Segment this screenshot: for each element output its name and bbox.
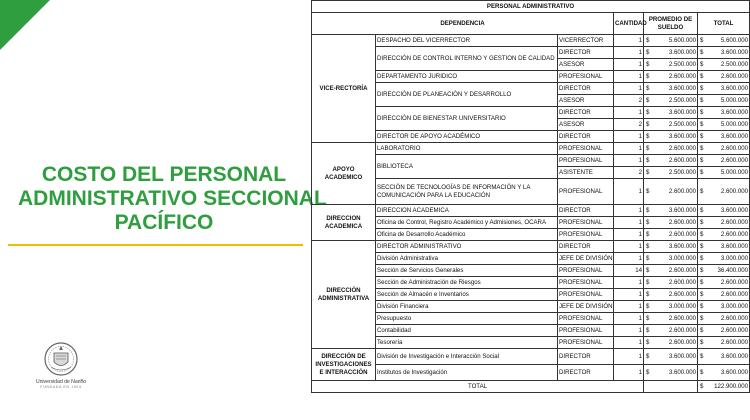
total-cell-value: 5.000.000 (720, 168, 749, 176)
currency-symbol: $ (646, 242, 650, 250)
currency-symbol: $ (700, 290, 704, 298)
cantidad-cell: 2 (614, 119, 644, 131)
promedio-cell (644, 241, 698, 253)
promedio-cell-value: 3.600.000 (668, 242, 696, 250)
cargo-cell: PROFESIONAL (558, 229, 614, 241)
currency-symbol: $ (646, 60, 650, 68)
dependencia-cell: Contabilidad (376, 325, 558, 337)
cargo-cell: ASESOR (558, 95, 614, 107)
cargo-cell: DIRECTOR (558, 107, 614, 119)
currency-symbol: $ (646, 314, 650, 322)
promedio-cell (644, 59, 698, 71)
cargo-cell: DIRECTOR (558, 205, 614, 217)
cantidad-cell: 1 (614, 337, 644, 349)
total-cell (698, 95, 750, 107)
dependencia-cell: DESPACHO DEL VICERRECTOR (376, 35, 558, 47)
promedio-cell (644, 71, 698, 83)
currency-symbol: $ (646, 120, 650, 128)
cargo-cell: DIRECTOR (558, 131, 614, 143)
promedio-cell-value: 3.600.000 (668, 206, 696, 214)
table-row (312, 253, 750, 265)
total-cell-value: 3.600.000 (720, 368, 749, 376)
cantidad-cell: 1 (614, 325, 644, 337)
currency-symbol: $ (700, 84, 704, 92)
promedio-cell (644, 217, 698, 229)
total-cell (698, 289, 750, 301)
currency-symbol: $ (700, 108, 704, 116)
table-row (312, 35, 750, 47)
promedio-cell (644, 265, 698, 277)
promedio-cell-value: 3.600.000 (668, 84, 696, 92)
currency-symbol: $ (700, 48, 704, 56)
cantidad-cell: 1 (614, 47, 644, 59)
cargo-cell: ASESOR (558, 119, 614, 131)
currency-symbol: $ (700, 230, 704, 238)
cantidad-cell: 1 (614, 289, 644, 301)
total-cell-value: 2.600.000 (720, 72, 749, 80)
promedio-cell-value: 3.600.000 (668, 48, 696, 56)
logo-name: Universidad de Nariño (35, 379, 87, 385)
cargo-cell: PROFESIONAL (558, 325, 614, 337)
total-cell (698, 241, 750, 253)
cantidad-cell: 1 (614, 277, 644, 289)
grand-total-value: 122.900.000 (714, 382, 749, 390)
promedio-cell (644, 365, 698, 381)
dependencia-cell: DIRECCIÓN DE CONTROL INTERNO Y GESTION DE CALIDAD (376, 47, 558, 71)
total-cell-value: 3.600.000 (720, 132, 749, 140)
dependencia-cell: LABORATORIO (376, 143, 558, 155)
total-cell-value: 3.000.000 (720, 254, 749, 262)
promedio-cell-value: 2.600.000 (668, 278, 696, 286)
grand-total-label: TOTAL (312, 381, 644, 393)
table-row (312, 337, 750, 349)
university-seal-icon (43, 340, 79, 378)
currency-symbol: $ (646, 338, 650, 346)
cargo-cell: ASISTENTE (558, 167, 614, 179)
promedio-cell (644, 83, 698, 95)
table-row (312, 265, 750, 277)
total-cell-value: 5.000.000 (720, 96, 749, 104)
cantidad-cell: 1 (614, 179, 644, 205)
currency-symbol: $ (646, 206, 650, 214)
promedio-cell (644, 119, 698, 131)
title-line-1: COSTO DEL PERSONAL (41, 163, 287, 186)
promedio-cell (644, 143, 698, 155)
total-cell (698, 205, 750, 217)
promedio-cell (644, 277, 698, 289)
total-cell (698, 155, 750, 167)
section-name: DIRECCIÓN ADMINISTRATIVA (312, 241, 376, 349)
total-cell (698, 179, 750, 205)
table-title: PERSONAL ADMINISTRATIVO (312, 1, 750, 13)
table-body (312, 35, 750, 393)
promedio-cell (644, 253, 698, 265)
cantidad-cell: 1 (614, 71, 644, 83)
table-row (312, 229, 750, 241)
table-row (312, 301, 750, 313)
currency-symbol: $ (646, 84, 650, 92)
total-cell-value: 2.600.000 (720, 156, 749, 164)
total-cell (698, 365, 750, 381)
currency-symbol: $ (700, 72, 704, 80)
logo-tagline: FUNDADA EN 1904 (40, 385, 82, 389)
personnel-table-container (311, 0, 747, 420)
total-cell (698, 35, 750, 47)
currency-symbol: $ (700, 187, 704, 195)
cantidad-cell: 1 (614, 301, 644, 313)
total-cell (698, 265, 750, 277)
total-cell-value: 3.600.000 (720, 48, 749, 56)
table-row (312, 155, 750, 167)
currency-symbol: $ (700, 314, 704, 322)
promedio-cell (644, 47, 698, 59)
total-cell (698, 71, 750, 83)
currency-symbol: $ (646, 156, 650, 164)
grand-total (698, 381, 750, 393)
header-total: TOTAL (698, 13, 750, 35)
currency-symbol: $ (700, 242, 704, 250)
promedio-cell-value: 2.500.000 (668, 96, 696, 104)
cantidad-cell: 1 (614, 59, 644, 71)
currency-symbol: $ (700, 132, 704, 140)
table-row (312, 365, 750, 381)
cargo-cell: PROFESIONAL (558, 217, 614, 229)
promedio-cell-value: 3.000.000 (668, 302, 696, 310)
header-dependencia: DEPENDENCIA (312, 13, 614, 35)
cargo-cell: PROFESIONAL (558, 71, 614, 83)
currency-symbol: $ (646, 36, 650, 44)
currency-symbol: $ (646, 144, 650, 152)
section-name: VICE-RECTORÍA (312, 35, 376, 143)
table-row (312, 179, 750, 205)
promedio-cell-value: 2.500.000 (668, 168, 696, 176)
promedio-cell (644, 349, 698, 365)
total-cell-value: 36.400.000 (717, 266, 749, 274)
promedio-cell (644, 205, 698, 217)
currency-symbol: $ (700, 60, 704, 68)
promedio-cell-value: 2.600.000 (668, 72, 696, 80)
cargo-cell: PROFESIONAL (558, 179, 614, 205)
cantidad-cell: 2 (614, 95, 644, 107)
cantidad-cell: 1 (614, 107, 644, 119)
dependencia-cell: Sección de Servicios Generales (376, 265, 558, 277)
cargo-cell: JEFE DE DIVISIÓN (558, 301, 614, 313)
title-line-3: PACÍFICO (114, 211, 214, 234)
total-cell (698, 337, 750, 349)
total-cell-value: 2.600.000 (720, 314, 749, 322)
dependencia-cell: DIRECCION ACADEMICA (376, 205, 558, 217)
table-row (312, 47, 750, 59)
dependencia-cell: División de Investigación e Interacción Social (376, 349, 558, 365)
dependencia-cell: Presupuesto (376, 313, 558, 325)
total-cell (698, 313, 750, 325)
total-cell (698, 131, 750, 143)
cantidad-cell: 1 (614, 205, 644, 217)
cantidad-cell: 1 (614, 241, 644, 253)
university-logo (30, 340, 92, 389)
cantidad-cell: 1 (614, 217, 644, 229)
cantidad-cell: 1 (614, 365, 644, 381)
table-row (312, 143, 750, 155)
currency-symbol: $ (700, 302, 704, 310)
total-cell (698, 59, 750, 71)
currency-symbol: $ (646, 187, 650, 195)
total-cell (698, 47, 750, 59)
currency-symbol: $ (700, 206, 704, 214)
promedio-cell (644, 155, 698, 167)
header-cantidad: CANTIDAD (614, 13, 644, 35)
promedio-cell-value: 2.500.000 (668, 60, 696, 68)
currency-symbol: $ (700, 36, 704, 44)
cantidad-cell: 1 (614, 229, 644, 241)
total-cell-value: 3.000.000 (720, 302, 749, 310)
promedio-cell-value: 3.600.000 (668, 132, 696, 140)
cargo-cell: PROFESIONAL (558, 337, 614, 349)
table-row (312, 325, 750, 337)
cargo-cell: JEFE DE DIVISIÓN (558, 253, 614, 265)
currency-symbol: $ (646, 108, 650, 116)
total-cell-value: 2.600.000 (720, 338, 749, 346)
currency-symbol: $ (700, 144, 704, 152)
promedio-cell (644, 131, 698, 143)
promedio-cell-value: 2.600.000 (668, 156, 696, 164)
cantidad-cell: 1 (614, 143, 644, 155)
promedio-cell (644, 167, 698, 179)
currency-symbol: $ (700, 254, 704, 262)
currency-symbol: $ (646, 96, 650, 104)
table-row (312, 71, 750, 83)
currency-symbol: $ (646, 368, 650, 376)
promedio-cell-value: 2.600.000 (668, 187, 696, 195)
dependencia-cell: DIRECCIÓN DE BIENESTAR UNIVERSITARIO (376, 107, 558, 131)
title-line-2: ADMINISTRATIVO SECCIONAL (18, 187, 327, 210)
corner-accent (0, 0, 50, 50)
table-row (312, 277, 750, 289)
currency-symbol: $ (646, 326, 650, 334)
dependencia-cell: Oficina de Desarrollo Académico (376, 229, 558, 241)
dependencia-cell: División Financiera (376, 301, 558, 313)
currency-symbol: $ (700, 120, 704, 128)
total-cell-value: 2.600.000 (720, 230, 749, 238)
currency-symbol: $ (700, 278, 704, 286)
cantidad-cell: 2 (614, 167, 644, 179)
promedio-cell (644, 107, 698, 119)
dependencia-cell: BIBLIOTECA (376, 155, 558, 179)
cargo-cell: ASESOR (558, 59, 614, 71)
currency-symbol: $ (700, 168, 704, 176)
dependencia-cell: Institutos de Investigación (376, 365, 558, 381)
dependencia-cell: Tesorería (376, 337, 558, 349)
cargo-cell: DIRECTOR (558, 241, 614, 253)
cargo-cell: PROFESIONAL (558, 313, 614, 325)
grand-total-spacer (644, 381, 698, 393)
currency-symbol: $ (646, 48, 650, 56)
currency-symbol: $ (646, 352, 650, 360)
promedio-cell (644, 313, 698, 325)
cantidad-cell: 1 (614, 349, 644, 365)
table-row (312, 289, 750, 301)
cantidad-cell: 1 (614, 313, 644, 325)
total-cell (698, 229, 750, 241)
promedio-cell (644, 325, 698, 337)
total-cell-value: 2.600.000 (720, 326, 749, 334)
total-cell-value: 3.600.000 (720, 352, 749, 360)
total-cell-value: 5.600.000 (720, 36, 749, 44)
cargo-cell: PROFESIONAL (558, 155, 614, 167)
currency-symbol: $ (700, 368, 704, 376)
currency-symbol: $ (700, 338, 704, 346)
total-cell-value: 2.600.000 (720, 278, 749, 286)
total-cell (698, 143, 750, 155)
promedio-cell (644, 289, 698, 301)
table-row (312, 241, 750, 253)
cargo-cell: PROFESIONAL (558, 289, 614, 301)
cargo-cell: DIRECTOR (558, 365, 614, 381)
promedio-cell-value: 3.000.000 (668, 254, 696, 262)
currency-symbol: $ (700, 266, 704, 274)
currency-symbol: $ (646, 168, 650, 176)
promedio-cell-value: 2.600.000 (668, 338, 696, 346)
total-cell-value: 3.600.000 (720, 242, 749, 250)
dependencia-cell: Sección de Administración de Riesgos (376, 277, 558, 289)
grand-total-row (312, 381, 750, 393)
promedio-cell-value: 3.600.000 (668, 108, 696, 116)
total-cell-value: 5.000.000 (720, 120, 749, 128)
promedio-cell-value: 2.600.000 (668, 266, 696, 274)
promedio-cell-value: 2.600.000 (668, 314, 696, 322)
total-cell-value: 2.600.000 (720, 187, 749, 195)
section-name: DIRECCIÓN DE INVESTIGACIONES E INTERACCIÓN (312, 349, 376, 381)
currency-symbol: $ (700, 156, 704, 164)
total-cell (698, 349, 750, 365)
cargo-cell: DIRECTOR (558, 47, 614, 59)
currency-symbol: $ (700, 326, 704, 334)
total-cell-value: 3.600.000 (720, 84, 749, 92)
dependencia-cell: División Administrativa (376, 253, 558, 265)
currency-symbol: $ (646, 132, 650, 140)
promedio-cell (644, 337, 698, 349)
table-row (312, 131, 750, 143)
personnel-table (311, 0, 750, 393)
total-cell (698, 83, 750, 95)
title-underline (8, 244, 303, 246)
dependencia-cell: Oficina de Control, Registro Académico y Admisiones, OCARA (376, 217, 558, 229)
section-name: APOYO ACADEMICO (312, 143, 376, 205)
currency-symbol: $ (700, 352, 704, 360)
promedio-cell (644, 179, 698, 205)
total-cell-value: 2.500.000 (720, 60, 749, 68)
table-row (312, 313, 750, 325)
currency-symbol: $ (646, 218, 650, 226)
cargo-cell: PROFESIONAL (558, 277, 614, 289)
currency-symbol: $ (700, 218, 704, 226)
total-cell (698, 119, 750, 131)
promedio-cell-value: 5.600.000 (668, 36, 696, 44)
promedio-cell-value: 2.600.000 (668, 290, 696, 298)
promedio-cell-value: 2.600.000 (668, 230, 696, 238)
table-row (312, 107, 750, 119)
cargo-cell: PROFESIONAL (558, 265, 614, 277)
dependencia-cell: Sección de Almacén e Inventarios (376, 289, 558, 301)
total-cell (698, 167, 750, 179)
cantidad-cell: 1 (614, 155, 644, 167)
total-cell-value: 2.600.000 (720, 144, 749, 152)
promedio-cell-value: 3.600.000 (668, 368, 696, 376)
total-cell (698, 107, 750, 119)
currency-symbol: $ (700, 382, 704, 390)
currency-symbol: $ (700, 96, 704, 104)
dependencia-cell: DIRECTOR DE APOYO ACADÉMICO (376, 131, 558, 143)
cantidad-cell: 1 (614, 253, 644, 265)
total-cell-value: 3.600.000 (720, 108, 749, 116)
cargo-cell: DIRECTOR (558, 83, 614, 95)
promedio-cell-value: 2.600.000 (668, 144, 696, 152)
table-row (312, 83, 750, 95)
table-row (312, 205, 750, 217)
currency-symbol: $ (646, 266, 650, 274)
currency-symbol: $ (646, 278, 650, 286)
cargo-cell: VICERRECTOR (558, 35, 614, 47)
table-row (312, 217, 750, 229)
header-promedio: PROMEDIO DE SUELDO (644, 13, 698, 35)
promedio-cell (644, 301, 698, 313)
total-cell (698, 253, 750, 265)
promedio-cell-value: 2.500.000 (668, 120, 696, 128)
table-row (312, 349, 750, 365)
slide-title (18, 163, 327, 235)
dependencia-cell: DIRECTOR ADMINISTRATIVO (376, 241, 558, 253)
promedio-cell (644, 229, 698, 241)
cargo-cell: PROFESIONAL (558, 143, 614, 155)
dependencia-cell: DIRECCIÓN DE PLANEACIÓN Y DESARROLLO (376, 83, 558, 107)
currency-symbol: $ (646, 290, 650, 298)
promedio-cell (644, 35, 698, 47)
promedio-cell-value: 3.600.000 (668, 352, 696, 360)
total-cell-value: 2.600.000 (720, 290, 749, 298)
currency-symbol: $ (646, 72, 650, 80)
total-cell (698, 325, 750, 337)
currency-symbol: $ (646, 230, 650, 238)
total-cell-value: 2.600.000 (720, 218, 749, 226)
dependencia-cell: DEPARTAMENTO JURIDICO (376, 71, 558, 83)
promedio-cell (644, 95, 698, 107)
cantidad-cell: 1 (614, 83, 644, 95)
section-name: DIRECCION ACADEMICA (312, 205, 376, 241)
promedio-cell-value: 2.600.000 (668, 218, 696, 226)
total-cell (698, 217, 750, 229)
cargo-cell: DIRECTOR (558, 349, 614, 365)
promedio-cell-value: 2.600.000 (668, 326, 696, 334)
total-cell-value: 3.600.000 (720, 206, 749, 214)
cantidad-cell: 1 (614, 131, 644, 143)
currency-symbol: $ (646, 302, 650, 310)
cantidad-cell: 14 (614, 265, 644, 277)
total-cell (698, 277, 750, 289)
cantidad-cell: 1 (614, 35, 644, 47)
total-cell (698, 301, 750, 313)
currency-symbol: $ (646, 254, 650, 262)
dependencia-cell: SECCIÓN DE TECNOLOGÍAS DE INFORMACIÓN Y LA COMUNICACIÓN PARA LA EDUCACIÓN (376, 179, 558, 205)
